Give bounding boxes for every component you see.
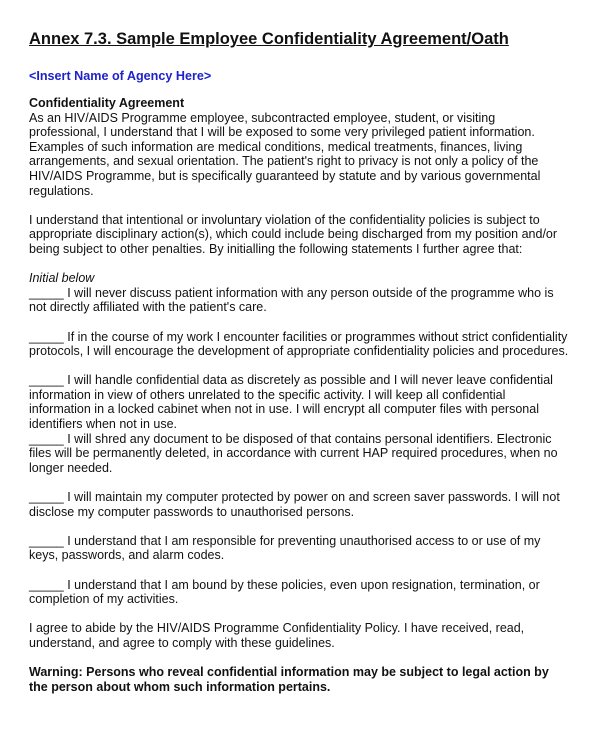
statement-line: completion of my activities. [29, 592, 179, 607]
intro-line: professional, I understand that I will be exposed to some very privileged patient information. [29, 125, 535, 140]
statement-line: _____ If in the course of my work I encounter facilities or programmes without strict confidentiality [29, 329, 568, 344]
statement-line: information in view of others unrelated to the specific activity. I will keep all confidential [29, 387, 506, 402]
statement-line: information in a locked cabinet when not in use. I will encrypt all computer files with personal [29, 402, 539, 417]
statement-line: _____ I will maintain my computer protected by power on and screen saver passwords. I will not [29, 490, 560, 505]
initial-statements [29, 271, 589, 315]
statement-7 [29, 578, 589, 607]
statement-line: _____ I will shred any document to be disposed of that contains personal identifiers. Electronic [29, 431, 552, 446]
statement-line: keys, passwords, and alarm codes. [29, 548, 225, 563]
violation-paragraph [29, 213, 589, 257]
statement-line: _____ I will handle confidential data as discretely as possible and I will never leave confidential [29, 373, 553, 388]
violation-line: appropriate disciplinary action(s), which could include being discharged from my position and/or [29, 227, 558, 242]
body [29, 96, 589, 694]
agreement-line: I agree to abide by the HIV/AIDS Programme Confidentiality Policy. I have received, read, [29, 621, 525, 636]
statement-line: _____ I understand that I am responsible for preventing unauthorised access to or use of my [29, 533, 541, 548]
statement-6 [29, 534, 589, 563]
initial-below-label: Initial below [29, 271, 95, 286]
section-heading: Confidentiality Agreement [29, 96, 185, 110]
intro-line: As an HIV/AIDS Programme employee, subcontracted employee, student, or visiting [29, 110, 496, 125]
intro-line: HIV/AIDS Programme, but is specifically guaranteed by statute and by various governmental [29, 168, 541, 183]
statement-2 [29, 330, 589, 359]
intro-paragraph [29, 111, 589, 199]
violation-line: being subject to other penalties. By initialling the following statements I further agree that: [29, 241, 523, 256]
agency-name-placeholder: <Insert Name of Agency Here> [29, 69, 212, 83]
statement-line: identifiers when not in use. [29, 417, 178, 432]
agreement-line: understand, and agree to comply with these guidelines. [29, 635, 335, 650]
intro-line: Examples of such information are medical conditions, medical treatments, finances, living [29, 139, 523, 154]
statement-5 [29, 490, 589, 519]
statement-line: longer needed. [29, 460, 113, 475]
statement-line: _____ I understand that I am bound by these policies, even upon resignation, termination, or [29, 577, 540, 592]
intro-line: arrangements, and sexual orientation. The patient's right to privacy is not only a policy of the [29, 154, 539, 169]
warning-line: the person about whom such information pertains. [29, 679, 331, 694]
violation-line: I understand that intentional or involuntary violation of the confidentiality policies is subject to [29, 212, 540, 227]
statement-3-4 [29, 373, 589, 475]
document-page [29, 29, 589, 694]
statement-line: disclose my computer passwords to unauthorised persons. [29, 504, 355, 519]
intro-line: regulations. [29, 183, 94, 198]
statement-line: _____ I will never discuss patient information with any person outside of the programme who is [29, 285, 554, 300]
statement-line: files will be permanently deleted, in accordance with current HAP required procedures, when no [29, 446, 558, 461]
statement-line: protocols, I will encourage the development of appropriate confidentiality policies and procedures. [29, 344, 569, 359]
statement-line: not directly affiliated with the patient's care. [29, 300, 267, 315]
warning-paragraph [29, 665, 589, 694]
document-title: Annex 7.3. Sample Employee Confidentiality Agreement/Oath [29, 30, 509, 48]
agreement-paragraph [29, 621, 589, 650]
warning-line: Warning: Persons who reveal confidential information may be subject to legal action by [29, 665, 549, 680]
